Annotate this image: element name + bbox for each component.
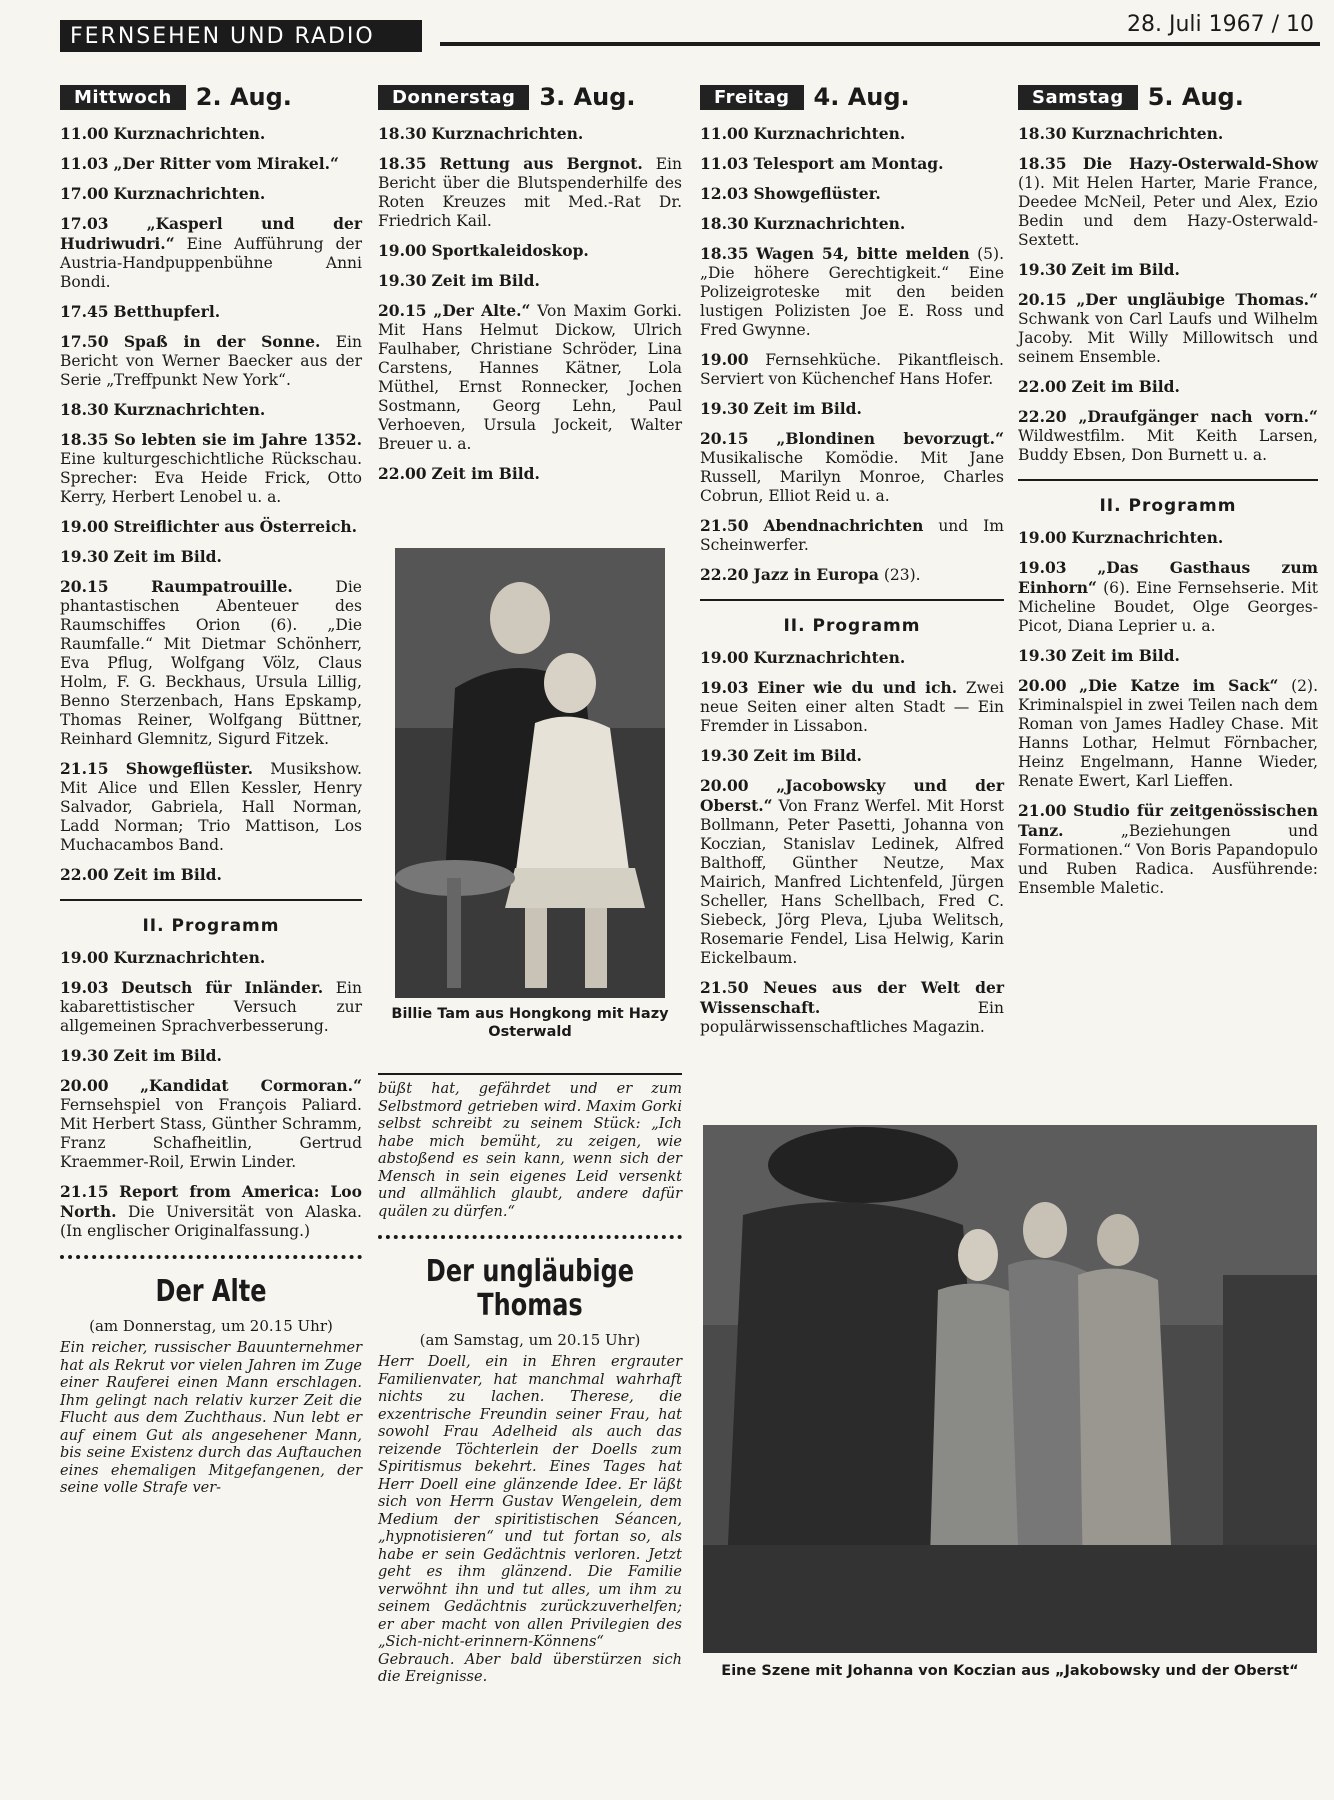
- entry-description: Musikalische Komödie. Mit Jane Russell, Marilyn Monroe, Charles Cobrun, Elliot Reid u. a.: [700, 449, 1004, 505]
- program2-heading: II. Programm: [783, 616, 921, 636]
- program-entry: [700, 244, 1004, 340]
- entry-description: Von Franz Werfel. Mit Horst Bollmann, Peter Pasetti, Johanna von Koczian, Stanislav Ledinek, Alfred Balthoff, Günther Neutze, Max Mairich, Manfred Lichtenfeld, Jürgen Scheller, Hans Schellbach, Fred C. Siebeck, Jörg Pleva, Ljuba Welitsch, Rosemarie Fendel, Lisa Helwig, Karin Eickelbaum.: [700, 797, 1005, 967]
- entry-time: 21.00: [1018, 801, 1067, 820]
- entry-title: Die Hazy-Osterwald-Show: [1082, 154, 1318, 173]
- program-entry: [1018, 801, 1318, 898]
- program2-list: [1018, 528, 1318, 898]
- program-entry: [1018, 676, 1318, 791]
- entry-time: 18.35: [60, 430, 109, 449]
- program-entry: [700, 776, 1004, 968]
- entry-description: Ein populärwissenschaftliches Magazin.: [700, 999, 1004, 1036]
- program-entry: [60, 154, 362, 174]
- entry-title: Sportkaleidoskop.: [431, 241, 589, 260]
- entry-title: Kurznachrichten.: [1071, 528, 1224, 547]
- entry-title: Kurznachrichten.: [1071, 124, 1224, 143]
- entry-time: 21.50: [700, 978, 749, 997]
- entry-title: Zeit im Bild.: [431, 464, 540, 483]
- program-entry: [700, 214, 1004, 234]
- entry-title: Zeit im Bild.: [113, 1046, 222, 1065]
- entry-title: Zeit im Bild.: [113, 547, 222, 566]
- entry-title: „Draufgänger nach vorn.“: [1078, 407, 1318, 426]
- entry-title: Kurznachrichten.: [753, 124, 906, 143]
- feature-title: Der Alte: [155, 1274, 267, 1309]
- entry-title: Wagen 54, bitte melden: [755, 244, 970, 263]
- program-list: [60, 124, 362, 885]
- program-entry: [1018, 407, 1318, 465]
- entry-time: 19.03: [1018, 558, 1067, 577]
- program-entry: [378, 464, 682, 484]
- entry-title: Zeit im Bild.: [1071, 646, 1180, 665]
- entry-title: Zeit im Bild.: [753, 746, 862, 765]
- day-label: Freitag: [700, 85, 804, 110]
- program-entry: [700, 184, 1004, 204]
- entry-time: 18.30: [378, 124, 427, 143]
- continuation-text: büßt hat, gefährdet und er zum Selbstmord getrieben wird. Maxim Gorki selbst schreibt zu seinem Stück: „Ich habe mich bemüht, zu zeigen, wie abstoßend es sein kann, wenn sich der Mensch in sein eigenes Leid versenkt und allmählich glaubt, andere dafür quälen zu dürfen.“: [378, 1081, 682, 1220]
- entry-description: Ein Bericht von Werner Baecker aus der Serie „Treffpunkt New York“.: [60, 333, 362, 389]
- program-entry: [60, 430, 362, 507]
- entry-title: „Der Ritter vom Mirakel.“: [113, 154, 339, 173]
- entry-title: Streiflichter aus Österreich.: [113, 517, 358, 536]
- feature-subtitle: (am Samstag, um 20.15 Uhr): [419, 1331, 641, 1349]
- program-entry: [378, 154, 682, 231]
- entry-title: Zeit im Bild.: [113, 865, 222, 884]
- entry-title: „Blondinen bevorzugt.“: [776, 429, 1004, 448]
- day-header: [378, 85, 682, 110]
- entry-time: 12.03: [700, 184, 749, 203]
- entry-description: und Im Scheinwerfer.: [700, 517, 1004, 554]
- entry-title: „Der ungläubige Thomas.“: [1076, 290, 1318, 309]
- day-date: 2. Aug.: [195, 83, 292, 111]
- entry-title: Showgeflüster.: [753, 184, 881, 203]
- entry-title: So lebten sie im Jahre 1352.: [114, 430, 362, 449]
- entry-title: Kurznachrichten.: [113, 948, 266, 967]
- divider: [700, 599, 1004, 601]
- program-entry: [1018, 290, 1318, 367]
- entry-time: 20.00: [1018, 676, 1067, 695]
- program-entry: [700, 429, 1004, 506]
- entry-title: Einer wie du und ich.: [757, 678, 958, 697]
- entry-time: 20.15: [700, 429, 749, 448]
- dotted-divider: [378, 1235, 682, 1239]
- entry-description: „Beziehungen und Formationen.“ Von Boris Papandopulo und Ruben Radica. Ausführende: Ensemble Maletic.: [1018, 822, 1318, 897]
- entry-time: 19.03: [700, 678, 749, 697]
- divider: [378, 1073, 682, 1075]
- program-entry: [60, 978, 362, 1036]
- entry-time: 18.35: [1018, 154, 1067, 173]
- entry-description: (1). Mit Helen Harter, Marie France, Deedee McNeil, Peter und Alex, Ezio Bedin und dem Hazy-Osterwald-Sextett.: [1018, 174, 1318, 249]
- feature-body: Herr Doell, ein in Ehren ergrauter Familienvater, hat manchmal wahrhaft nichts zu lachen. Therese, die exzentrische Freundin seiner Frau, hat sowohl Frau Adelheid als auch das reizende Töchterlein der Doells zum Spiritismus bekehrt. Eines Tages hat Herr Doell eine glänzende Idee. Er läßt sich von Herrn Gustav Wengelein, dem Medium der spiritistischen Séancen, „hypnotisieren“ und tut fortan so, als habe er sein Gedächtnis verloren. Jetzt geht es ihm glänzend. Die Familie verwöhnt ihn und tut alles, um ihm zu seinem Gedächtnis zurückzuverhelfen; er aber macht von allen Privilegien des „Sich-nicht-erinnern-Könnens“ Gebrauch. Aber bald überstürzen sich die Ereignisse.: [378, 1354, 682, 1685]
- entry-time: 22.00: [378, 464, 427, 483]
- program-entry: [60, 865, 362, 885]
- program2-list: [60, 948, 362, 1241]
- entry-description: Fernsehspiel von François Paliard. Mit Herbert Stass, Günther Schramm, Franz Schafheitlin, Gertrud Kraemmer-Roil, Erwin Linder.: [60, 1096, 362, 1171]
- entry-time: 19.30: [60, 547, 109, 566]
- entry-description: Musikshow. Mit Alice und Ellen Kessler, Henry Salvador, Gabriela, Hall Norman, Ladd Norman; Trio Mattison, Los Muchacambos Band.: [60, 760, 362, 854]
- entry-time: 11.00: [700, 124, 749, 143]
- entry-time: 22.20: [700, 565, 749, 584]
- entry-time: 11.03: [60, 154, 109, 173]
- entry-title: Kurznachrichten.: [113, 400, 266, 419]
- dotted-divider: [60, 1255, 362, 1259]
- program-entry: [700, 399, 1004, 419]
- entry-time: 18.35: [700, 244, 749, 263]
- program-entry: [60, 184, 362, 204]
- entry-time: 19.03: [60, 978, 109, 997]
- program-entry: [700, 978, 1004, 1037]
- entry-time: 20.15: [1018, 290, 1067, 309]
- entry-description: (2). Kriminalspiel in zwei Teilen nach dem Roman von James Hadley Chase. Mit Hanns Lothar, Helmut Förnbacher, Heinz Engelmann, Hanne Wieder, Renate Ewert, Karl Lieffen.: [1018, 677, 1318, 790]
- entry-time: 19.30: [1018, 260, 1067, 279]
- entry-title: Kurznachrichten.: [753, 214, 906, 233]
- divider: [60, 899, 362, 901]
- header-rule: [440, 42, 1320, 46]
- entry-time: 22.00: [60, 865, 109, 884]
- entry-description: Fernsehküche. Pikantfleisch. Serviert von Küchenchef Hans Hofer.: [700, 351, 1004, 388]
- program-entry: [700, 565, 1004, 585]
- entry-title: „Die Katze im Sack“: [1079, 676, 1279, 695]
- entry-title: Raumpatrouille.: [151, 577, 293, 596]
- column-samstag: [1018, 85, 1318, 908]
- entry-title: Telesport am Montag.: [753, 154, 944, 173]
- program-entry: [378, 271, 682, 291]
- program-entry: [1018, 260, 1318, 280]
- entry-description: Schwank von Carl Laufs und Wilhelm Jacoby. Mit Willy Millowitsch und seinem Ensemble.: [1018, 310, 1318, 366]
- entry-time: 11.00: [60, 124, 109, 143]
- divider: [1018, 479, 1318, 481]
- entry-time: 18.30: [1018, 124, 1067, 143]
- program-entry: [1018, 154, 1318, 250]
- entry-time: 22.20: [1018, 407, 1067, 426]
- entry-time: 19.00: [700, 648, 749, 667]
- program-entry: [60, 759, 362, 855]
- program2-list: [700, 648, 1004, 1037]
- day-header: [700, 85, 1004, 110]
- program-entry: [60, 214, 362, 292]
- feature-subtitle: (am Donnerstag, um 20.15 Uhr): [89, 1317, 333, 1335]
- section-banner: FERNSEHEN UND RADIO: [60, 20, 422, 52]
- entry-title: „Das Gasthaus zum Einhorn“: [1018, 558, 1318, 597]
- day-date: 4. Aug.: [813, 83, 910, 111]
- entry-time: 19.30: [700, 746, 749, 765]
- program-entry: [60, 302, 362, 322]
- program-entry: [378, 241, 682, 261]
- entry-title: Rettung aus Bergnot.: [439, 154, 643, 173]
- entry-time: 19.00: [60, 948, 109, 967]
- day-label: Donnerstag: [378, 85, 529, 110]
- program2-heading: II. Programm: [142, 916, 280, 936]
- program-entry: [60, 948, 362, 968]
- program-entry: [60, 547, 362, 567]
- program-entry: [1018, 377, 1318, 397]
- entry-time: 18.30: [60, 400, 109, 419]
- program2-heading: II. Programm: [1099, 496, 1237, 516]
- day-date: 3. Aug.: [539, 83, 636, 111]
- column-mittwoch: [60, 85, 362, 1498]
- day-header: [60, 85, 362, 110]
- program-entry: [1018, 646, 1318, 666]
- entry-title: Studio für zeitgenössischen Tanz.: [1018, 801, 1318, 840]
- day-date: 5. Aug.: [1147, 83, 1244, 111]
- entry-title: Kurznachrichten.: [113, 184, 266, 203]
- entry-time: 22.00: [1018, 377, 1067, 396]
- entry-title: Zeit im Bild.: [431, 271, 540, 290]
- entry-time: 18.35: [378, 154, 427, 173]
- program-entry: [378, 124, 682, 144]
- entry-time: 19.00: [1018, 528, 1067, 547]
- entry-description: Ein kabarettistischer Versuch zur allgemeinen Sprachverbesserung.: [60, 979, 362, 1035]
- program-entry: [1018, 124, 1318, 144]
- entry-title: Kurznachrichten.: [113, 124, 266, 143]
- entry-title: Jazz in Europa: [753, 565, 879, 584]
- photo-caption: Eine Szene mit Johanna von Koczian aus „Jakobowsky und der Oberst“: [721, 1663, 1299, 1679]
- entry-time: 17.03: [60, 214, 109, 233]
- day-label: Samstag: [1018, 85, 1138, 110]
- entry-time: 19.00: [60, 517, 109, 536]
- program-list: [1018, 124, 1318, 465]
- program-entry: [60, 124, 362, 144]
- entry-time: 19.30: [1018, 646, 1067, 665]
- entry-title: „Der Alte.“: [433, 301, 531, 320]
- entry-title: Zeit im Bild.: [1071, 377, 1180, 396]
- entry-description: Die phantastischen Abenteuer des Raumschiffes Orion (6). „Die Raumfalle.“ Mit Dietmar Schönherr, Eva Pflug, Wolfgang Völz, Claus Holm, F. G. Beckhaus, Ursula Lillig, Benno Sterzenbach, Hans Epskamp, Thomas Reiner, Wolfgang Büttner, Reinhard Glemnitz, Sigurd Fitzek.: [60, 578, 362, 748]
- entry-title: Abendnachrichten: [763, 516, 924, 535]
- program-entry: [700, 516, 1004, 555]
- entry-description: (23).: [883, 566, 921, 584]
- photo-image: [395, 548, 665, 998]
- program-entry: [700, 746, 1004, 766]
- program-entry: [60, 1076, 362, 1172]
- entry-time: 19.30: [378, 271, 427, 290]
- entry-time: 18.30: [700, 214, 749, 233]
- entry-time: 17.00: [60, 184, 109, 203]
- entry-description: Wildwestfilm. Mit Keith Larsen, Buddy Ebsen, Don Burnett u. a.: [1018, 427, 1318, 464]
- program-entry: [60, 400, 362, 420]
- column-freitag: [700, 85, 1004, 1047]
- program-entry: [700, 350, 1004, 389]
- program-entry: [700, 154, 1004, 174]
- program-entry: [60, 332, 362, 390]
- entry-time: 21.50: [700, 516, 749, 535]
- feature-title: Der ungläubige Thomas: [425, 1254, 635, 1323]
- entry-time: 19.30: [60, 1046, 109, 1065]
- photo-billie-tam: [395, 548, 665, 998]
- entry-description: Ein Bericht über die Blutspenderhilfe des Roten Kreuzes mit Med.-Rat Dr. Friedrich Kail.: [378, 155, 682, 230]
- entry-description: (5). „Die höhere Gerechtigkeit.“ Eine Polizeigroteske mit den beiden lustigen Polizisten Joe E. Ross und Fred Gwynne.: [700, 245, 1004, 339]
- entry-title: Kurznachrichten.: [753, 648, 906, 667]
- entry-time: 17.45: [60, 302, 109, 321]
- entry-time: 19.00: [700, 350, 749, 369]
- entry-time: 11.03: [700, 154, 749, 173]
- program-entry: [60, 517, 362, 537]
- entry-title: Zeit im Bild.: [1071, 260, 1180, 279]
- entry-title: „Kasperl und der Hudriwudri.“: [60, 214, 362, 253]
- program-list: [700, 124, 1004, 585]
- entry-description: Von Maxim Gorki. Mit Hans Helmut Dickow, Ulrich Faulhaber, Christiane Schröder, Lina Carstens, Hannes Kätner, Lola Müthel, Ernst Ronnecker, Jochen Sostmann, Georg Lehn, Paul Verhoeven, Ursula Jockeit, Walter Breuer u. a.: [378, 302, 682, 453]
- entry-title: Showgeflüster.: [125, 759, 254, 778]
- program-entry: [60, 1046, 362, 1066]
- program-entry: [700, 124, 1004, 144]
- entry-description: Die Universität von Alaska. (In englischer Originalfassung.): [60, 1203, 362, 1240]
- entry-description: Eine Aufführung der Austria-Handpuppenbühne Anni Bondi.: [60, 235, 362, 291]
- day-label: Mittwoch: [60, 85, 186, 110]
- entry-time: 19.00: [378, 241, 427, 260]
- entry-time: 20.00: [700, 776, 749, 795]
- day-header: [1018, 85, 1318, 110]
- entry-title: Betthupferl.: [113, 302, 221, 321]
- column-donnerstag: [378, 85, 682, 494]
- photo-image: [703, 1125, 1317, 1653]
- entry-title: Report from America: Loo North.: [60, 1182, 362, 1221]
- entry-time: 19.30: [700, 399, 749, 418]
- entry-description: Zwei neue Seiten einer alten Stadt — Ein Fremder in Lissabon.: [700, 679, 1004, 735]
- entry-time: 20.15: [378, 301, 427, 320]
- entry-title: Spaß in der Sonne.: [123, 332, 321, 351]
- program-entry: [700, 648, 1004, 668]
- program-entry: [1018, 528, 1318, 548]
- entry-title: Deutsch für Inländer.: [121, 978, 324, 997]
- photo-jakobowsky-scene: [703, 1125, 1317, 1653]
- entry-time: 20.00: [60, 1076, 109, 1095]
- entry-title: „Kandidat Cormoran.“: [140, 1076, 362, 1095]
- entry-title: Zeit im Bild.: [753, 399, 862, 418]
- entry-time: 17.50: [60, 332, 109, 351]
- entry-title: Kurznachrichten.: [431, 124, 584, 143]
- entry-description: Eine kulturgeschichtliche Rückschau. Sprecher: Eva Heide Frick, Otto Kerry, Herbert Lenobel u. a.: [60, 450, 362, 506]
- entry-time: 21.15: [60, 759, 109, 778]
- photo-caption: Billie Tam aus Hongkong mit Hazy Osterwald: [391, 1006, 669, 1040]
- program-entry: [700, 678, 1004, 736]
- feature-body: Ein reicher, russischer Bauunternehmer hat als Rekrut vor vielen Jahren im Zuge einer Rauferei einen Mann erschlagen. Ihm gelingt nach relativ kurzer Zeit die Flucht aus dem Zuchthaus. Nun lebt er auf einem Gut als angesehener Mann, bis seine Existenz durch das Auftauchen eines ehemaligen Mitgefangenen, der seine volle Strafe ver-: [60, 1340, 362, 1496]
- program-entry: [378, 301, 682, 454]
- entry-time: 21.15: [60, 1182, 109, 1201]
- program-entry: [60, 1182, 362, 1241]
- program-list: [378, 124, 682, 484]
- program-entry: [1018, 558, 1318, 636]
- column-donnerstag-lower: [378, 1073, 682, 1687]
- program-entry: [60, 577, 362, 749]
- entry-title: „Jacobowsky und der Oberst.“: [700, 776, 1004, 815]
- issue-date: 28. Juli 1967 / 10: [1126, 12, 1314, 37]
- entry-title: Neues aus der Welt der Wissenschaft.: [700, 978, 1004, 1017]
- entry-description: (6). Eine Fernsehserie. Mit Micheline Boudet, Olge Georges-Picot, Diana Leprier u. a.: [1018, 579, 1318, 635]
- entry-time: 20.15: [60, 577, 109, 596]
